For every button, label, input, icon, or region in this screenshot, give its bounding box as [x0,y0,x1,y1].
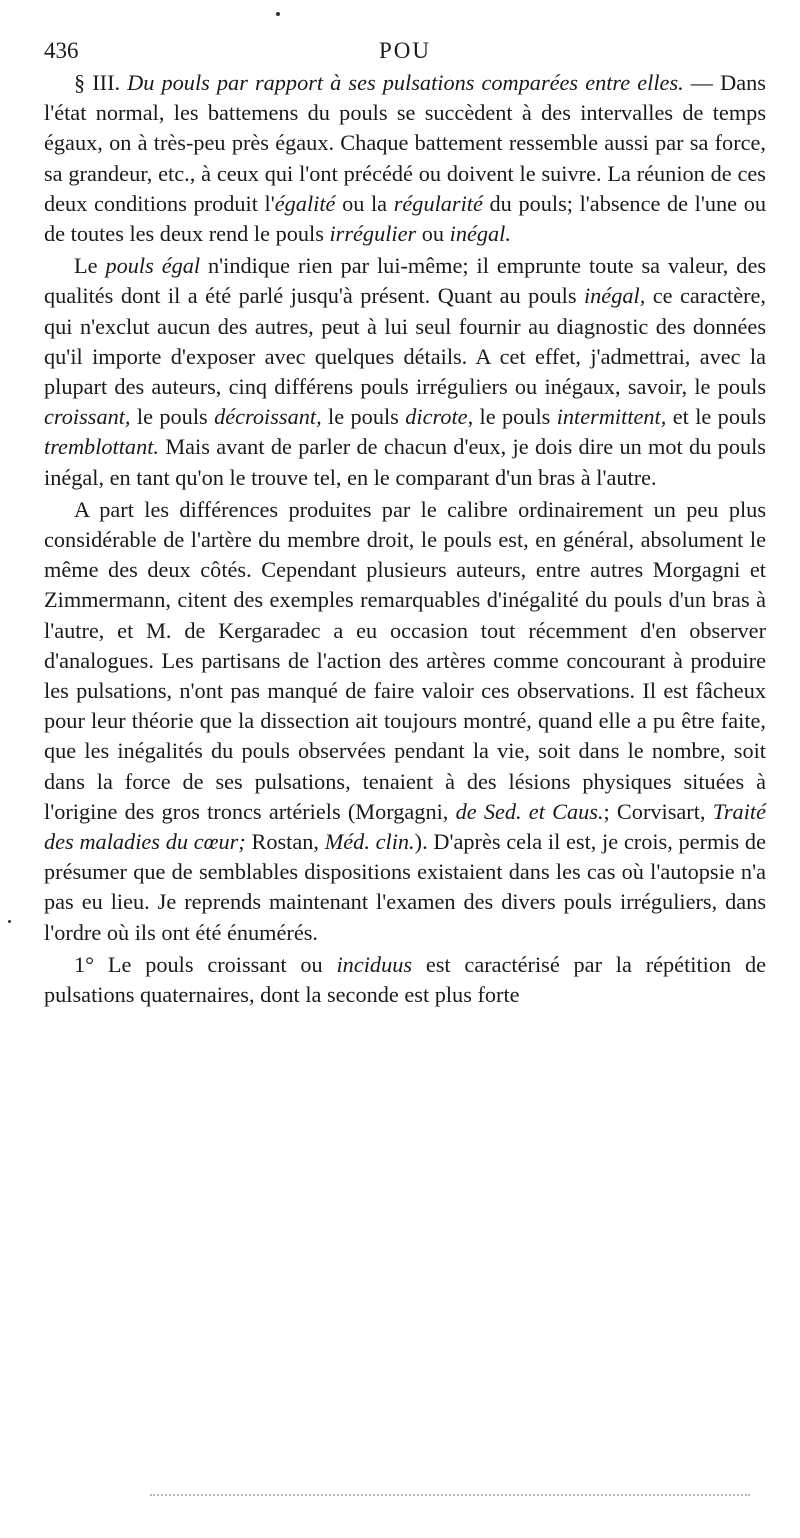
italic-run: égalité [274,190,336,216]
text-run: ou la [335,190,394,216]
paragraph-4 [44,950,766,1010]
text-run: — Dans l'état normal, les battemens du pouls se succèdent à des intervalles de temps égaux, on à très-peu près égaux. Chaque battement ressemble aussi par sa force, sa grandeur, etc., à ceux qui l'ont précédé ou doivent le suivre. La réunion de ces deux conditions produit l' [44,70,766,216]
text-run: du pouls; l'absence de l'une ou de toutes les deux rend le pouls [44,190,766,247]
paragraph-3 [44,495,766,948]
text-run: Le [74,253,106,279]
italic-run: inégal, [583,283,646,309]
body-text [44,68,766,1010]
paragraph-1 [44,68,766,249]
italic-run: décroissant, [214,404,322,430]
italic-run: intermittent, [556,404,667,430]
italic-run: régularité [393,190,483,216]
italic-run: irrégulier [329,221,417,247]
italic-run: tremblottant. [44,434,159,460]
print-speck [276,12,280,16]
italic-run: de Sed. et Caus. [455,798,604,824]
text-run: le pouls [321,404,406,430]
text-run: est caractérisé par la répétition de pulsations quaternaires, dont la seconde est plus forte [44,951,766,1008]
text-run: Rostan, [245,829,325,855]
text-run: ce caractère, qui n'exclut aucun des autres, peut à lui seul fournir au diagnostic des données qu'il importe d'exposer avec quelques détails. A cet effet, j'admettrai, avec la plupart des auteurs, cinq différens pouls irréguliers ou inégaux, savoir, le pouls [44,283,766,400]
italic-run: inciduus [336,951,413,977]
text-run: Mais avant de parler de chacun d'eux, je dois dire un mot du pouls inégal, en tant qu'on le trouve tel, en le comparant d'un bras à l'autre. [44,434,766,490]
text-run: et le pouls [666,404,766,430]
italic-run: pouls égal [105,253,201,279]
text-run: ). D'après cela il est, je crois, permis de présumer que de semblables dispositions existaient dans les cas où l'autopsie n'a pas eu lieu. Je reprends maintenant l'examen des divers pouls irréguliers, dans l'ordre où ils ont été énumérés. [44,829,766,945]
text-run: ou [416,221,450,247]
text-run: 1° Le pouls croissant ou [74,951,337,977]
print-speck [8,920,11,923]
italic-run: Traité des maladies du cœur; [44,798,766,855]
bottom-bleed-through [150,1494,750,1496]
italic-run: Méd. clin. [324,829,415,855]
book-page [44,34,766,1010]
italic-run: croissant, [44,404,131,430]
text-run: n'indique rien par lui-même; il emprunte toute sa valeur, des qualités dont il a été parlé jusqu'à présent. Quant au pouls [44,253,767,309]
text-run: le pouls [473,404,557,430]
section-mark: § III. [74,70,128,95]
text-run: le pouls [130,404,215,430]
text-run: ; Corvisart, [603,798,713,824]
running-head [44,34,766,68]
italic-run: inégal. [449,221,511,247]
paragraph-2 [44,251,766,493]
section-heading: Du pouls par rapport à ses pulsations comparées entre elles. [127,70,684,95]
text-run: A part les différences produites par le calibre ordinairement un peu plus considérable de l'artère du membre droit, le pouls est, en général, absolument le même des deux côtés. Cependant plusieurs auteurs, entre autres Morgagni et Zimmermann, citent des exemples remarquables d'inégalité du pouls d'un bras à l'autre, et M. de Kergaradec a eu occasion tout récemment d'en observer d'analogues. Les partisans de l'action des artères comme concourant à produire les pulsations, n'ont pas manqué de faire valoir ces observations. Il est fâcheux pour leur théorie que la dissection ait toujours montré, quand elle a pu être faite, que les inégalités du pouls observées pendant la vie, soit dans le nombre, soit dans la force de ses pulsations, tenaient à des lésions physiques situées à l'origine des gros troncs artériels (Morgagni, [44,496,766,824]
page-number: 436 [44,38,79,63]
running-title: POU [378,38,431,63]
italic-run: dicrote, [405,404,474,430]
